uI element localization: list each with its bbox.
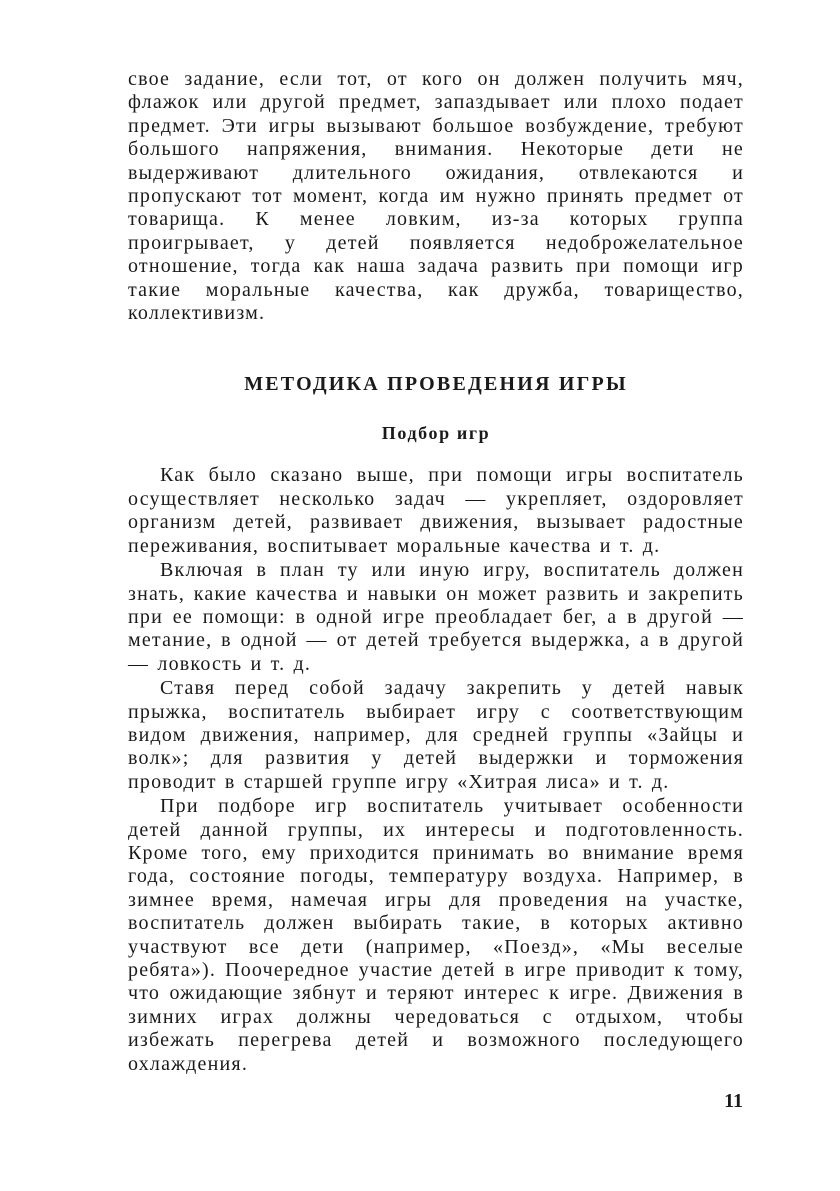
page-number: 11 bbox=[724, 1090, 743, 1112]
body-paragraph: При подборе игр воспитатель учитывает особенности детей данной группы, их интересы и подготовленность. Кроме того, ему приходится принимать во внимание время года, состояние погоды, температуру воздуха. Например, в зимнее время, намечая игры для проведения на участке, воспитатель должен выбирать такие, в которых активно участвуют все дети (например, «Поезд», «Мы веселые ребята»). Поочередное участие детей в игре приводит к тому, что ожидающие зябнут и теряют интерес к игре. Движения в зимних играх должны чередоваться с отдыхом, чтобы избежать перегрева детей и возможного последующего охлаждения. bbox=[128, 795, 744, 1075]
body-paragraph-continued: свое задание, если тот, от кого он должен получить мяч, флажок или другой предмет, запаздывает или плохо подает предмет. Эти игры вызывают большое возбуждение, требуют большого напряжения, внимания. Некоторые дети не выдерживают длительного ожидания, отвлекаются и пропускают тот момент, когда им нужно принять предмет от товарища. К менее ловким, из-за которых группа проигрывает, у детей появляется недоброжелательное отношение, тогда как наша задача развить при помощи игр такие моральные качества, как дружба, товарищество, коллективизм. bbox=[128, 68, 744, 325]
body-paragraph: Ставя перед собой задачу закрепить у детей навык прыжка, воспитатель выбирает игру с соответствующим видом движения, например, для средней группы «Зайцы и волк»; для развития у детей выдержки и торможения проводит в старшей группе игру «Хитрая лиса» и т. д. bbox=[128, 677, 744, 793]
body-paragraph: Как было сказано выше, при помощи игры воспитатель осуществляет несколько задач — укрепляет, оздоровляет организм детей, развивает движения, вызывает радостные переживания, воспитывает моральные качества и т. д. bbox=[128, 464, 744, 557]
subsection-heading: Подбор игр bbox=[381, 423, 491, 444]
page-content bbox=[128, 68, 744, 1076]
section-heading: МЕТОДИКА ПРОВЕДЕНИЯ ИГРЫ bbox=[244, 373, 628, 396]
body-paragraph: Включая в план ту или иную игру, воспитатель должен знать, какие качества и навыки он может развить и закрепить при ее помощи: в одной игре преобладает бег, а в другой — метание, в одной — от детей требуется выдержка, а в другой — ловкость и т. д. bbox=[128, 559, 744, 675]
